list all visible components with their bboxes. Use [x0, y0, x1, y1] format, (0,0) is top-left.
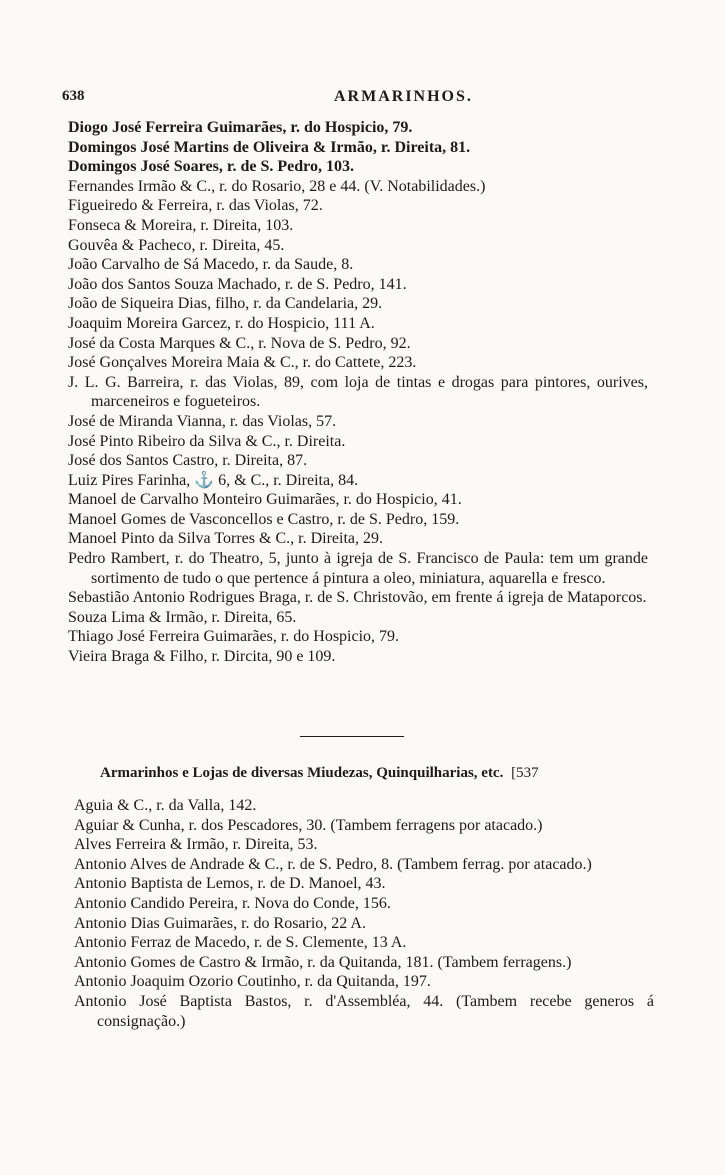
merchant-list: [68, 118, 648, 667]
list-item: Antonio Alves de Andrade & C., r. de S. Pedro, 8. (Tambem ferrag. por atacado.): [74, 855, 592, 873]
list-item: Antonio Dias Guimarães, r. do Rosario, 22 A.: [74, 914, 366, 932]
list-item: Figueiredo & Ferreira, r. das Violas, 72.: [68, 197, 323, 215]
list-item: José Gonçalves Moreira Maia & C., r. do Cattete, 223.: [68, 354, 417, 372]
list-item: Alves Ferreira & Irmão, r. Direita, 53.: [74, 836, 318, 854]
list-item: José da Costa Marques & C., r. Nova de S. Pedro, 92.: [68, 334, 411, 352]
list-item: Antonio Ferraz de Macedo, r. de S. Clemente, 13 A.: [74, 934, 407, 952]
page-number: 638: [62, 88, 85, 104]
list-item: João de Siqueira Dias, filho, r. da Candelaria, 29.: [68, 295, 383, 313]
list-item: Manoel Pinto da Silva Torres & C., r. Direita, 29.: [68, 530, 383, 548]
list-item: João Carvalho de Sá Macedo, r. da Saude, 8.: [68, 256, 354, 274]
section-heading: [100, 765, 660, 782]
list-item: Fernandes Irmão & C., r. do Rosario, 28 e 44. (V. Notabilidades.): [68, 177, 486, 195]
section-divider: [300, 736, 404, 737]
list-item: João dos Santos Souza Machado, r. de S. Pedro, 141.: [68, 275, 407, 293]
section-reference: [537: [511, 765, 539, 781]
list-item: Manoel de Carvalho Monteiro Guimarães, r. do Hospicio, 41.: [68, 491, 462, 509]
page-header: [62, 88, 662, 112]
list-item: Sebastião Antonio Rodrigues Braga, r. de S. Christovão, em frente á igreja de Mataporcos.: [68, 589, 647, 607]
list-item: Joaquim Moreira Garcez, r. do Hospicio, 111 A.: [68, 314, 375, 332]
list-item: José de Miranda Vianna, r. das Violas, 57.: [68, 412, 337, 430]
merchant-list-miudezas: [74, 796, 654, 1031]
list-item: Manoel Gomes de Vasconcellos e Castro, r. de S. Pedro, 159.: [68, 510, 460, 528]
list-item: Pedro Rambert, r. do Theatro, 5, junto à igreja de S. Francisco de Paula: tem um grande sortimento de tudo o que pertence á pintura a oleo, miniatura, aquarella e fresco.: [68, 550, 648, 587]
list-item: J. L. G. Barreira, r. das Violas, 89, com loja de tintas e drogas para pintores, ourives, marceneiros e fogueteiros.: [68, 373, 648, 411]
list-item: Vieira Braga & Filho, r. Dircita, 90 e 109.: [68, 648, 336, 666]
list-item: Diogo José Ferreira Guimarães, r. do Hospicio, 79.: [68, 119, 413, 136]
list-item: Antonio Candido Pereira, r. Nova do Conde, 156.: [74, 894, 391, 912]
list-item: Fonseca & Moreira, r. Direita, 103.: [68, 216, 294, 234]
list-item: Thiago José Ferreira Guimarães, r. do Hospicio, 79.: [68, 628, 400, 646]
list-item: Souza Lima & Irmão, r. Direita, 65.: [68, 608, 297, 626]
list-item: Antonio Baptista de Lemos, r. de D. Manoel, 43.: [74, 875, 386, 893]
section-title: Armarinhos e Lojas de diversas Miudezas, Quinquilharias, etc.: [100, 765, 504, 781]
running-title: ARMARINHOS.: [334, 88, 473, 105]
list-item: Domingos José Martins de Oliveira & Irmão, r. Direita, 81.: [68, 138, 471, 156]
list-item: Antonio Joaquim Ozorio Coutinho, r. da Quitanda, 197.: [74, 973, 431, 991]
list-item: Domingos José Soares, r. de S. Pedro, 103.: [68, 158, 354, 176]
list-item: José dos Santos Castro, r. Direita, 87.: [68, 452, 308, 470]
list-item: Luiz Pires Farinha, ⚓ 6, & C., r. Direita, 84.: [68, 471, 359, 489]
list-item: Aguia & C., r. da Valla, 142.: [74, 797, 257, 814]
list-item: Aguiar & Cunha, r. dos Pescadores, 30. (Tambem ferragens por atacado.): [74, 816, 543, 834]
list-item: José Pinto Ribeiro da Silva & C., r. Direita.: [68, 432, 346, 450]
list-item: Antonio José Baptista Bastos, r. d'Assembléa, 44. (Tambem recebe generos á consignação.): [74, 992, 654, 1030]
list-item: Gouvêa & Pacheco, r. Direita, 45.: [68, 236, 285, 254]
list-item: Antonio Gomes de Castro & Irmão, r. da Quitanda, 181. (Tambem ferragens.): [74, 953, 572, 971]
